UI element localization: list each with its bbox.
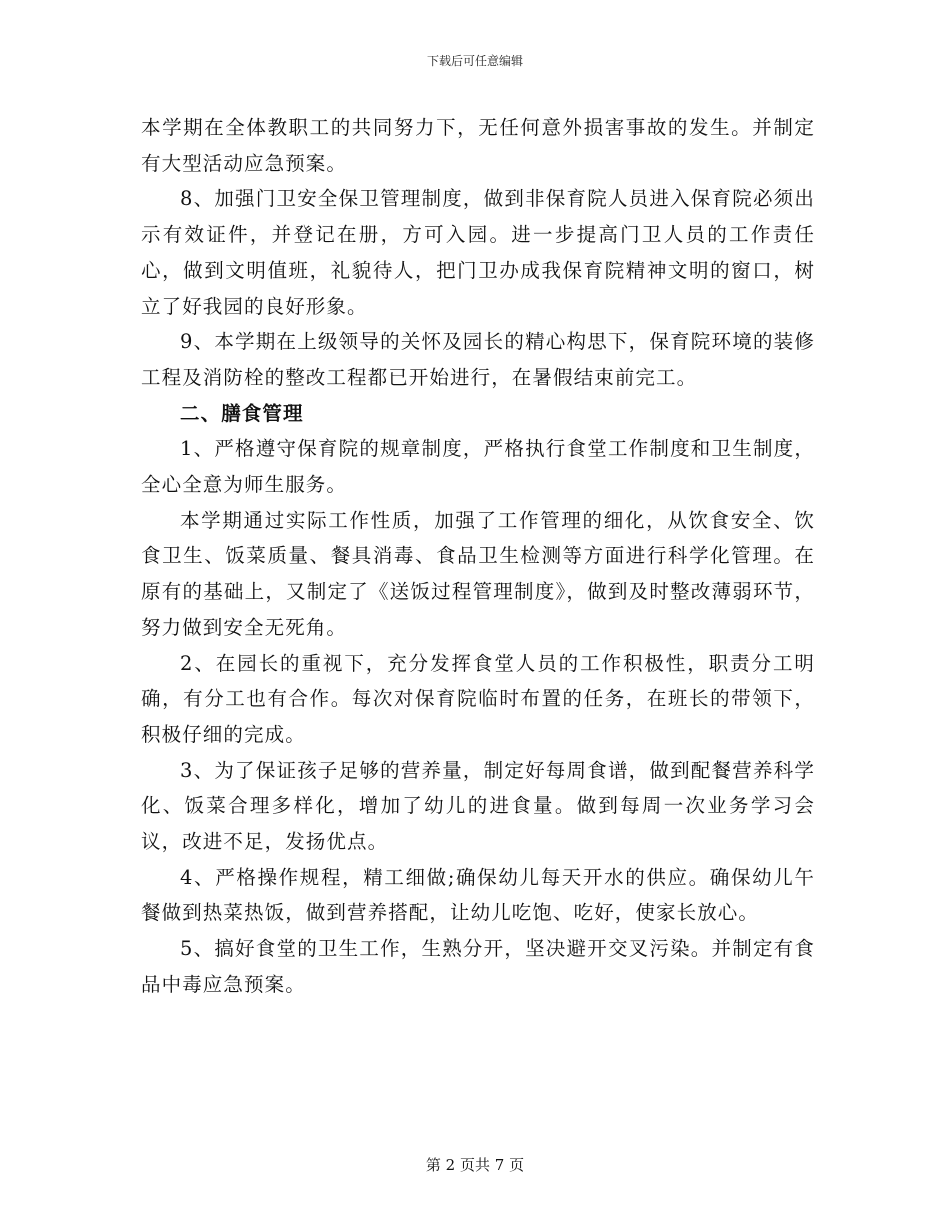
paragraph-meal-item-4: 4、严格操作规程，精工细做;确保幼儿每天开水的供应。确保幼儿午餐做到热菜热饭，做到营养搭配，让幼儿吃饱、吃好，使家长放心。 [141, 865, 815, 925]
paragraph-safety-summary: 本学期在全体教职工的共同努力下，无任何意外损害事故的发生。并制定有大型活动应急预案。 [141, 116, 815, 175]
paragraph-item-9: 9、本学期在上级领导的关怀及园长的精心构思下，保育院环境的装修工程及消防栓的整改工程都已开始进行，在暑假结束前完工。 [141, 330, 815, 389]
paragraph-item-8: 8、加强门卫安全保卫管理制度，做到非保育院人员进入保育院必须出示有效证件，并登记在册，方可入园。进一步提高门卫人员的工作责任心，做到文明值班，礼貌待人，把门卫办成我保育院精神文明的窗口，树立了好我园的良好形象。 [141, 187, 815, 318]
page-header-note: 下载后可任意编辑 [426, 54, 523, 68]
document-body [141, 110, 815, 1003]
paragraph-meal-item-5: 5、搞好食堂的卫生工作，生熟分开，坚决避开交叉污染。并制定有食品中毒应急预案。 [141, 937, 815, 996]
paragraph-meal-item-3: 3、为了保证孩子足够的营养量，制定好每周食谱，做到配餐营养科学化、饭菜合理多样化，增加了幼儿的进食量。做到每周一次业务学习会议，改进不足，发扬优点。 [141, 758, 815, 854]
page-number: 第 2 页共 7 页 [425, 1156, 525, 1174]
paragraph-meal-item-2: 2、在园长的重视下，充分发挥食堂人员的工作积极性，职责分工明确，有分工也有合作。每次对保育院临时布置的任务，在班长的带领下，积极仔细的完成。 [141, 651, 815, 746]
section-heading-meal-management: 二、膳食管理 [180, 401, 304, 425]
paragraph-meal-detail: 本学期通过实际工作性质，加强了工作管理的细化，从饮食安全、饮食卫生、饭菜质量、餐具消毒、食品卫生检测等方面进行科学化管理。在原有的基础上，又制定了《送饭过程管理制度》，做到及时整改薄弱环节，努力做到安全无死角。 [141, 508, 815, 639]
paragraph-meal-item-1: 1、严格遵守保育院的规章制度，严格执行食堂工作制度和卫生制度，全心全意为师生服务。 [141, 437, 815, 497]
